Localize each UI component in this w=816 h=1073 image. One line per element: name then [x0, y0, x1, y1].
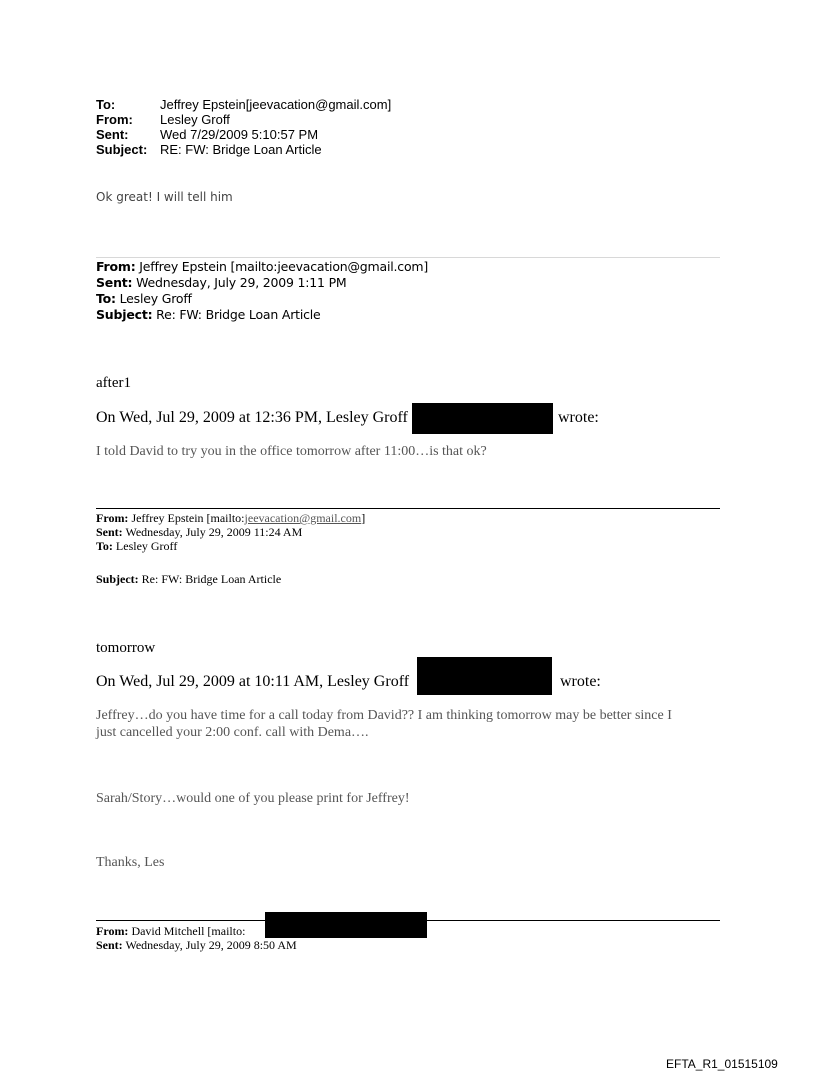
quoted-body: I told David to try you in the office tomorrow after 11:00…is that ok?: [96, 444, 487, 459]
to-value: Lesley Groff: [115, 291, 192, 306]
message-body: tomorrow: [96, 640, 156, 656]
to-value: Lesley Groff: [112, 539, 178, 553]
from-value-suffix: ]: [361, 511, 366, 525]
from-value: Jeffrey Epstein [mailto:jeevacation@gmail.com]: [135, 259, 429, 274]
divider-rule: [96, 508, 720, 509]
from-value: David Mitchell [mailto:: [128, 924, 246, 938]
to-label: To:: [96, 291, 116, 306]
subject-label: Subject:: [96, 572, 139, 586]
subject-value: RE: FW: Bridge Loan Article: [160, 142, 322, 157]
document-id: EFTA_R1_01515109: [666, 1057, 778, 1071]
quote-line: [96, 673, 409, 691]
quoted-paragraph: Sarah/Story…would one of you please print for Jeffrey!: [96, 791, 410, 806]
redaction-box: [412, 403, 553, 434]
to-value: Jeffrey Epstein[jeevacation@gmail.com]: [160, 97, 392, 112]
from-value: Lesley Groff: [160, 112, 230, 127]
from-label: From:: [96, 924, 129, 938]
subject-line: [96, 572, 281, 586]
quote-suffix: wrote:: [560, 673, 601, 690]
sent-value: Wednesday, July 29, 2009 11:24 AM: [122, 525, 303, 539]
quote-prefix: On Wed, Jul 29, 2009 at 10:11 AM, Lesley Groff: [96, 673, 410, 690]
sent-value: Wednesday, July 29, 2009 8:50 AM: [122, 938, 297, 952]
from-label: From:: [96, 259, 136, 274]
quote-suffix: wrote:: [558, 409, 599, 426]
message-body: after1: [96, 375, 131, 391]
subject-value: Re: FW: Bridge Loan Article: [138, 572, 282, 586]
redaction-box: [265, 912, 427, 938]
sent-value: Wed 7/29/2009 5:10:57 PM: [160, 127, 319, 142]
sent-value: Wednesday, July 29, 2009 1:11 PM: [132, 275, 347, 290]
divider-rule: [96, 257, 720, 258]
quoted-body-line: just cancelled your 2:00 conf. call with Dema….: [96, 725, 369, 740]
subject-label: Subject:: [96, 142, 148, 157]
email-header: [96, 97, 496, 161]
message-header: [96, 511, 365, 553]
redaction-box: [417, 657, 552, 695]
from-value: Jeffrey Epstein [mailto:: [128, 511, 245, 525]
from-label: From:: [96, 112, 133, 127]
quoted-body-line: Jeffrey…do you have time for a call today from David?? I am thinking tomorrow may be better since I: [96, 708, 672, 723]
subject-label: Subject:: [96, 307, 153, 322]
reply-body: Ok great! I will tell him: [96, 190, 233, 204]
sent-label: Sent:: [96, 525, 123, 539]
to-label: To:: [96, 97, 116, 112]
from-label: From:: [96, 511, 129, 525]
quote-line: [96, 409, 408, 427]
sent-label: Sent:: [96, 275, 133, 290]
sent-label: Sent:: [96, 127, 129, 142]
message-header: [96, 259, 428, 323]
to-label: To:: [96, 539, 113, 553]
email-link[interactable]: jeevacation@gmail.com: [244, 511, 362, 525]
signoff: Thanks, Les: [96, 855, 165, 870]
sent-label: Sent:: [96, 938, 123, 952]
quote-prefix: On Wed, Jul 29, 2009 at 12:36 PM, Lesley Groff: [96, 409, 408, 426]
subject-value: Re: FW: Bridge Loan Article: [152, 307, 321, 322]
